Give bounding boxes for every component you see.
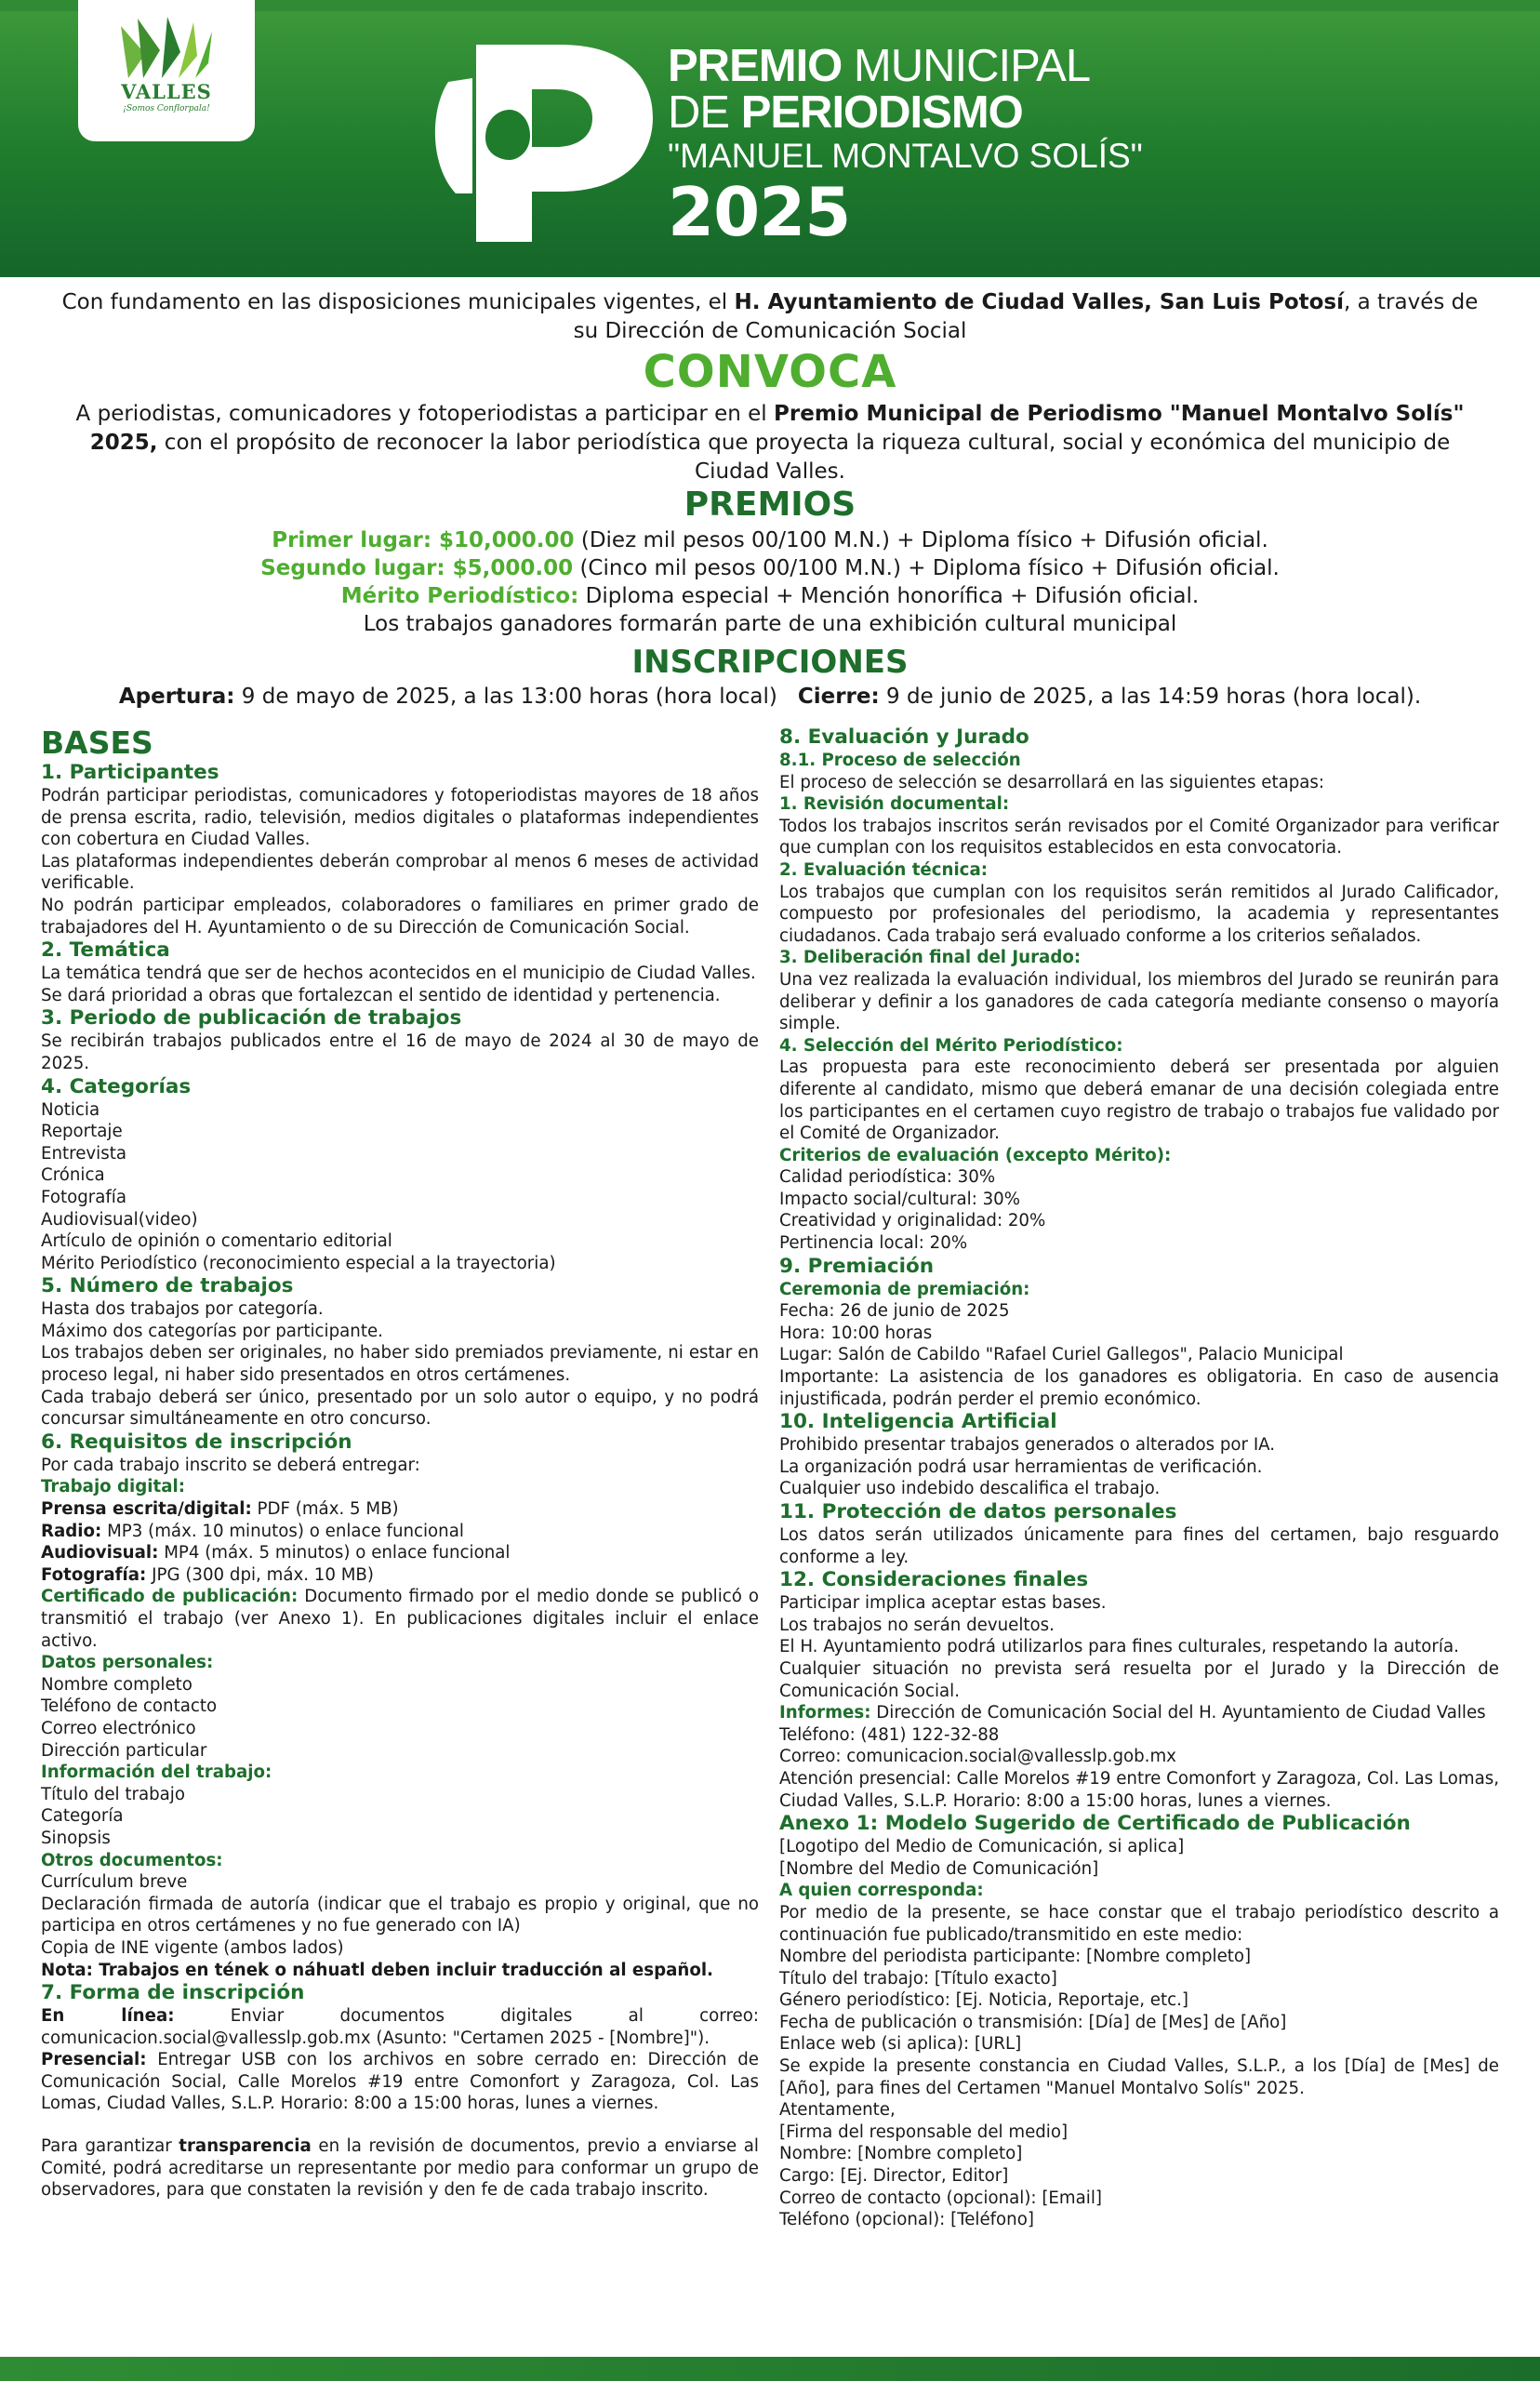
big-p-pen-icon	[420, 45, 653, 242]
prize-merit: Mérito Periodístico: Diploma especial + Mención honorífica + Difusión oficial.	[340, 584, 1200, 608]
section-evaluacion: 8. Evaluación y Jurado	[779, 725, 1029, 749]
paragraph: Certificado de publicación: Documento firmado por el medio donde se publicó o transmitió el trabajo (ver Anexo 1). En publicaciones digitales incluir el enlace activo.	[41, 1587, 759, 1651]
subheading-criterios: Criterios de evaluación (excepto Mérito):	[779, 1145, 1172, 1165]
list-item: [Nombre del Medio de Comunicación]	[779, 1858, 1099, 1879]
paragraph: Todos los trabajos inscritos serán revisados por el Comité Organizador para verificar que cumplan con los requisitos establecidos en esta convocatoria.	[779, 816, 1499, 858]
list-item: Creatividad y originalidad: 20%	[779, 1211, 1046, 1231]
list-item: Reportaje	[41, 1122, 123, 1142]
paragraph: No podrán participar empleados, colaboradores o familiares en primer grado de trabajadores del H. Ayuntamiento o de su Dirección de Comunicación Social.	[41, 895, 759, 938]
list-item: Lugar: Salón de Cabildo "Rafael Curiel Gallegos", Palacio Municipal	[779, 1345, 1344, 1365]
paragraph: Importante: La asistencia de los ganadores es obligatoria. En caso de ausencia injustificada, podrán perder el premio económico.	[779, 1367, 1499, 1409]
paragraph: Participar implica aceptar estas bases.	[779, 1593, 1107, 1614]
list-item: Sinopsis	[41, 1828, 111, 1848]
paragraph: Una vez realizada la evaluación individual, los miembros del Jurado se reunirán para deliberar y definir a los ganadores de cada categoría mediante consenso o mayoría simple.	[779, 969, 1499, 1034]
list-item: Nombre: [Nombre completo]	[779, 2144, 1023, 2164]
section-premiacion: 9. Premiación	[779, 1254, 935, 1278]
list-item: Artículo de opinión o comentario editorial	[41, 1231, 392, 1252]
list-item: Fotografía	[41, 1187, 126, 1207]
list-item: Audiovisual(video)	[41, 1209, 198, 1230]
list-item: Currículum breve	[41, 1872, 188, 1893]
title-year: 2025	[668, 173, 851, 251]
list-item: Declaración firmada de autoría (indicar que el trabajo es propio y original, que no participa en otros certámenes y no fue generado con IA)	[41, 1894, 759, 1936]
subheading-proceso: 8.1. Proceso de selección	[779, 751, 1021, 770]
title-line-3: "MANUEL MONTALVO SOLÍS"	[668, 137, 1143, 175]
contact-phone: Teléfono: (481) 122-32-88	[779, 1724, 1000, 1745]
paragraph: Presencial: Entregar USB con los archivos en sobre cerrado en: Dirección de Comunicación Social, Calle Morelos #19 entre Comonfort y Zaragoza, Col. Las Lomas, Ciudad Valles, S.L.P. Horario: 8:00 a 15:00 horas, lunes a viernes.	[41, 2050, 759, 2114]
list-item: Correo de contacto (opcional): [Email]	[779, 2188, 1102, 2208]
list-item: Hora: 10:00 horas	[779, 1323, 933, 1343]
paragraph: En línea: Enviar documentos digitales al correo: comunicacion.social@vallesslp.gob.mx (Asunto: "Certamen 2025 - [Nombre]").	[41, 2006, 759, 2048]
section-tematica: 2. Temática	[41, 938, 170, 963]
list-item: Crónica	[41, 1165, 105, 1186]
list-item: Dirección particular	[41, 1740, 207, 1761]
title-line-2: DE PERIODISMO	[668, 87, 1023, 138]
subheading-otros-documentos: Otros documentos:	[41, 1850, 223, 1870]
paragraph: Por medio de la presente, se hace constar que el trabajo periodístico descrito a continuación fue publicado/transmitido en este medio:	[779, 1902, 1499, 1945]
subheading-deliberacion: 3. Deliberación final del Jurado:	[779, 948, 1082, 968]
paragraph: Los trabajos deben ser originales, no haber sido premiados previamente, ni estar en proceso legal, ni haber sido presentados en otros certámenes.	[41, 1343, 759, 1386]
list-item: Impacto social/cultural: 30%	[779, 1189, 1021, 1209]
title-line-1: PREMIO MUNICIPAL	[668, 41, 1091, 91]
list-item: Calidad periodística: 30%	[779, 1167, 996, 1188]
section-categorias: 4. Categorías	[41, 1074, 192, 1098]
inscripciones-title: INSCRIPCIONES	[631, 644, 909, 681]
bases-right-column	[779, 725, 1499, 2231]
paragraph: Para garantizar transparencia en la revisión de documentos, previo a enviarse al Comité, podrá acreditarse un representante por medio para conformar un grupo de observadores, para que constaten la revisión y den fe de cada trabajo inscrito.	[41, 2136, 759, 2201]
list-item: Título del trabajo	[41, 1784, 185, 1804]
contact-address: Atención presencial: Calle Morelos #19 entre Comonfort y Zaragoza, Col. Las Lomas, Ciudad Valles, S.L.P. Horario: 8:00 a 15:00 horas, lunes a viernes.	[779, 1768, 1499, 1811]
section-requisitos: 6. Requisitos de inscripción	[41, 1430, 352, 1454]
list-item: Fotografía: JPG (300 dpi, máx. 10 MB)	[41, 1564, 374, 1585]
intro-text: Con fundamento en las disposiciones municipales vigentes, el H. Ayuntamiento de Ciudad Valles, San Luis Potosí, a través de su Dirección de Comunicación Social	[61, 290, 1479, 343]
ciudad-valles-logo	[78, 0, 255, 141]
paragraph: Cualquier situación no prevista será resuelta por el Jurado y la Dirección de Comunicación Social.	[779, 1658, 1499, 1701]
list-item: Atentamente,	[779, 2100, 896, 2121]
paragraph: Los datos serán utilizados únicamente para fines del certamen, bajo resguardo conforme a ley.	[779, 1525, 1499, 1567]
logo-name: VALLES	[121, 80, 212, 103]
subheading-informacion-trabajo: Información del trabajo:	[41, 1762, 272, 1783]
list-item: Género periodístico: [Ej. Noticia, Reportaje, etc.]	[779, 1990, 1188, 2011]
paragraph: Se dará prioridad a obras que fortalezcan el sentido de identidad y pertenencia.	[41, 985, 721, 1005]
subheading-merito: 4. Selección del Mérito Periodístico:	[779, 1035, 1123, 1056]
section-ia: 10. Inteligencia Artificial	[779, 1410, 1057, 1434]
title-block	[668, 43, 1143, 249]
bases-title: BASES	[41, 725, 153, 761]
logo-tagline: ¡Somos Conflorpala!	[123, 104, 210, 113]
subheading-ceremonia: Ceremonia de premiación:	[779, 1279, 1030, 1299]
inscripciones-dates: Apertura: 9 de mayo de 2025, a las 13:00 horas (hora local) Cierre: 9 de junio de 2025, a las 14:59 horas (hora local).	[118, 685, 1422, 709]
section-datos-personales: 11. Protección de datos personales	[779, 1500, 1177, 1523]
paragraph: Los trabajos no serán devueltos.	[779, 1615, 1055, 1635]
list-item: [Logotipo del Medio de Comunicación, si aplica]	[779, 1837, 1185, 1857]
paragraph: Las plataformas independientes deberán comprobar al menos 6 meses de actividad verificable.	[41, 851, 759, 894]
section-participantes: 1. Participantes	[41, 761, 219, 784]
list-item: Pertinencia local: 20%	[779, 1233, 968, 1254]
paragraph: Los trabajos que cumplan con los requisitos serán remitidos al Jurado Calificador, compuesto por profesionales del periodismo, la academia y representantes ciudadanos. Cada trabajo será evaluado conforme a los criterios señalados.	[779, 882, 1499, 946]
convoca-title: CONVOCA	[643, 346, 897, 398]
list-item: Correo electrónico	[41, 1718, 196, 1738]
list-item: Noticia	[41, 1099, 100, 1120]
list-item: Enlace web (si aplica): [URL]	[779, 2034, 1022, 2055]
list-item: Prensa escrita/digital: PDF (máx. 5 MB)	[41, 1499, 399, 1520]
premios-title: PREMIOS	[684, 486, 856, 524]
paragraph: El H. Ayuntamiento podrá utilizarlos para fines culturales, respetando la autoría.	[779, 1637, 1459, 1657]
paragraph: Se expide la presente constancia en Ciudad Valles, S.L.P., a los [Día] de [Mes] de [Año], para fines del Certamen "Manuel Montalvo Solís" 2025.	[779, 2056, 1499, 2098]
paragraph: Por cada trabajo inscrito se deberá entregar:	[41, 1455, 420, 1475]
list-item: Nombre completo	[41, 1674, 192, 1695]
header-banner	[0, 0, 1540, 277]
prize-note: Los trabajos ganadores formarán parte de una exhibición cultural municipal	[363, 612, 1177, 636]
list-item: Nombre del periodista participante: [Nombre completo]	[779, 1947, 1252, 1967]
convoca-text: A periodistas, comunicadores y fotoperiodistas a participar en el Premio Municipal de Periodismo "Manuel Montalvo Solís" 2025, con el propósito de reconocer la labor periodística que proyecta la riqueza cultural, social y económica del municipio de Ciudad Valles.	[75, 402, 1465, 484]
subheading-a-quien: A quien corresponda:	[779, 1881, 984, 1901]
prize-first: Primer lugar: $10,000.00 (Diez mil pesos 00/100 M.N.) + Diploma físico + Difusión oficial.	[272, 528, 1268, 552]
paragraph: Las propuesta para este reconocimiento deberá ser presentada por alguien diferente al candidato, mismo que deberá emanar de una decisión colegiada entre los participantes en el certamen cuyo registro de trabajo o trabajos fue validado por el Comité de Organizador.	[779, 1057, 1499, 1144]
list-item: Prohibido presentar trabajos generados o alterados por IA.	[779, 1435, 1276, 1456]
list-item: Fecha: 26 de junio de 2025	[779, 1301, 1010, 1322]
list-item: Copia de INE vigente (ambos lados)	[41, 1937, 344, 1958]
valles-logo-icon	[119, 17, 214, 80]
list-item: Categoría	[41, 1806, 124, 1827]
section-periodo: 3. Periodo de publicación de trabajos	[41, 1006, 462, 1031]
list-item: Cargo: [Ej. Director, Editor]	[779, 2166, 1009, 2187]
paragraph: Cada trabajo deberá ser único, presentado por un solo autor o equipo, y no podrá concursar simultáneamente en otro concurso.	[41, 1387, 759, 1430]
list-item: Cualquier uso indebido descalifica el trabajo.	[779, 1479, 1161, 1499]
list-item: Entrevista	[41, 1143, 126, 1164]
note: Nota: Trabajos en tének o náhuatl deben incluir traducción al español.	[41, 1960, 713, 1980]
paragraph: Hasta dos trabajos por categoría.	[41, 1299, 324, 1320]
subheading-evaluacion-tecnica: 2. Evaluación técnica:	[779, 859, 989, 880]
list-item: Fecha de publicación o transmisión: [Día] de [Mes] de [Año]	[779, 2012, 1287, 2032]
prize-second: Segundo lugar: $5,000.00 (Cinco mil pesos 00/100 M.N.) + Diploma físico + Difusión oficial.	[260, 556, 1280, 580]
subheading-trabajo-digital: Trabajo digital:	[41, 1477, 185, 1497]
list-item: Mérito Periodístico (reconocimiento especial a la trayectoria)	[41, 1253, 556, 1273]
bases-left-column	[41, 725, 759, 2201]
list-item: Teléfono (opcional): [Teléfono]	[779, 2210, 1034, 2230]
section-forma-inscripcion: 7. Forma de inscripción	[41, 1981, 305, 2005]
paragraph: Informes: Dirección de Comunicación Social del H. Ayuntamiento de Ciudad Valles	[779, 1703, 1486, 1723]
list-item: La organización podrá usar herramientas de verificación.	[779, 1457, 1263, 1477]
contact-email: Correo: comunicacion.social@vallesslp.gob.mx	[779, 1747, 1176, 1767]
list-item: Audiovisual: MP4 (máx. 5 minutos) o enlace funcional	[41, 1543, 511, 1563]
section-consideraciones: 12. Consideraciones finales	[779, 1568, 1089, 1592]
subheading-revision: 1. Revisión documental:	[779, 794, 1010, 815]
paragraph: Podrán participar periodistas, comunicadores y fotoperiodistas mayores de 18 años de prensa escrita, radio, televisión, medios digitales o plataformas independientes con cobertura en Ciudad Valles.	[41, 786, 759, 850]
list-item: Teléfono de contacto	[41, 1696, 218, 1717]
paragraph: La temática tendrá que ser de hechos acontecidos en el municipio de Ciudad Valles.	[41, 964, 756, 984]
list-item: Título del trabajo: [Título exacto]	[779, 1968, 1057, 1989]
paragraph: El proceso de selección se desarrollará en las siguientes etapas:	[779, 772, 1325, 792]
list-item: Radio: MP3 (máx. 10 minutos) o enlace funcional	[41, 1521, 464, 1541]
paragraph: Se recibirán trabajos publicados entre el 16 de mayo de 2024 al 30 de mayo de 2025.	[41, 1031, 759, 1073]
paragraph: Máximo dos categorías por participante.	[41, 1321, 383, 1341]
subheading-datos-personales: Datos personales:	[41, 1653, 214, 1673]
footer-bar	[0, 2357, 1540, 2381]
section-anexo: Anexo 1: Modelo Sugerido de Certificado de Publicación	[779, 1812, 1411, 1836]
list-item: [Firma del responsable del medio]	[779, 2122, 1069, 2142]
section-numero-trabajos: 5. Número de trabajos	[41, 1274, 294, 1298]
